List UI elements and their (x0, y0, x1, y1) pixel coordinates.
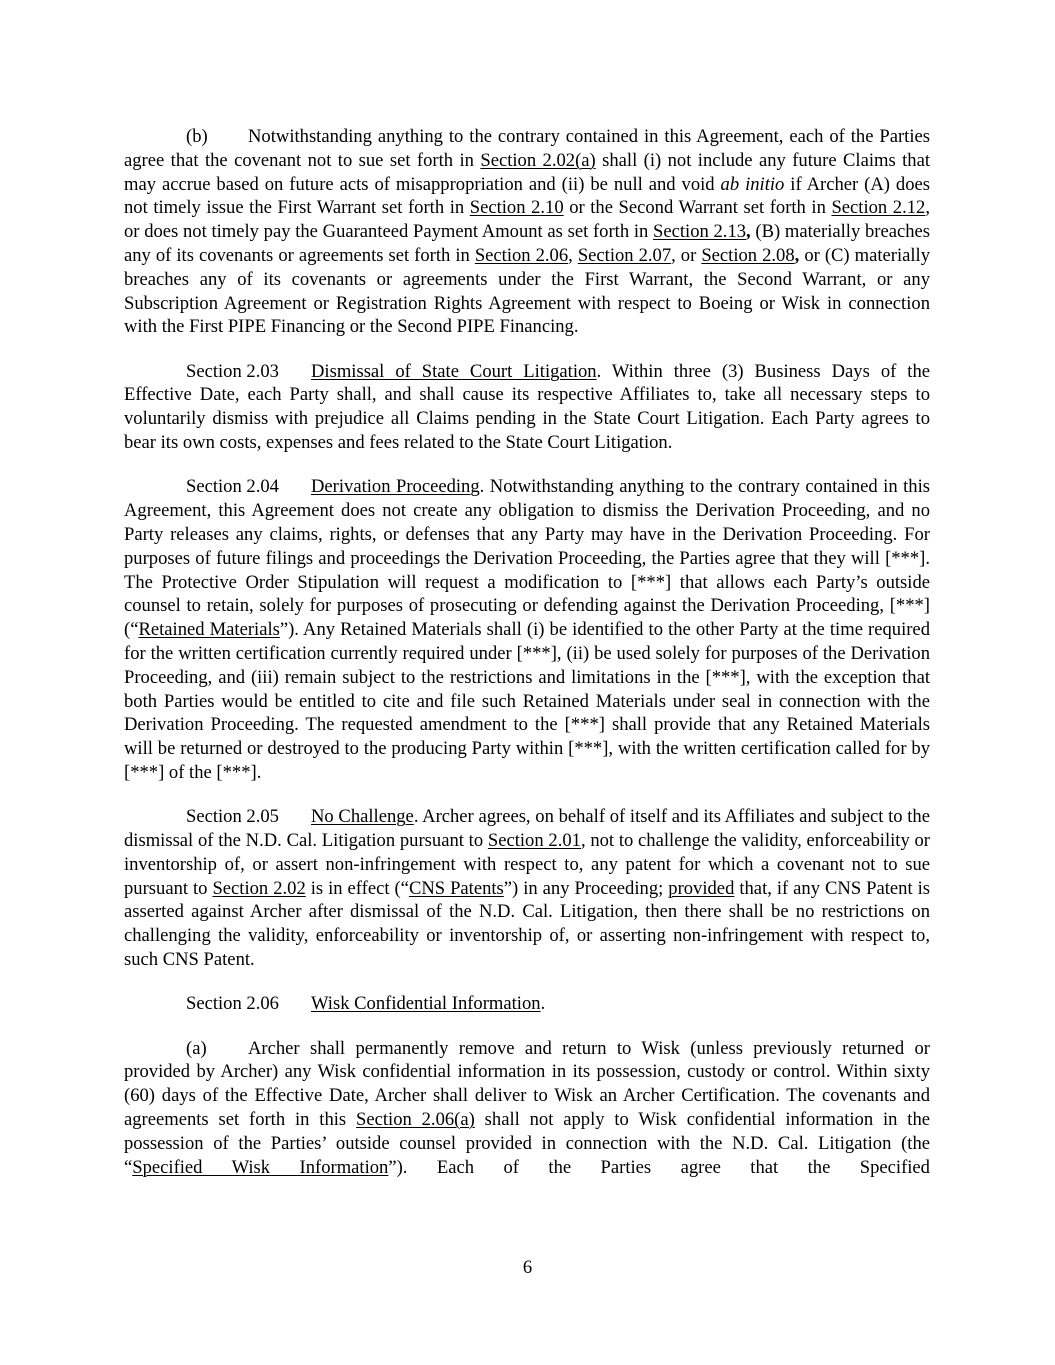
bold-punctuation: , (746, 221, 751, 243)
underlined-term: No Challenge (311, 806, 414, 828)
paragraph-label: Section 2.04 (186, 476, 279, 498)
underlined-term: Section 2.07 (577, 244, 672, 266)
italic-term: ab initio (720, 173, 785, 195)
text-run: ”). Any Retained Materials shall (i) be identified to the other Party at the time required for the written certification currently required under [***], (ii) be used solely for purposes of the Derivation Proceeding, and (iii) remain subject to the restrictions and limitations in the [***], with the exception that both Parties would be entitled to cite and file such Retained Materials under seal in connection with the Derivation Proceeding. The requested amendment to the [***] shall provide that any Retained Materials will be returned or destroyed to the producing Party within [***], with the written certification called for by [***] of the [***]. (124, 619, 930, 783)
section-2-03-paragraph (124, 360, 930, 455)
section-2-05-paragraph (124, 805, 930, 972)
text-run: shall (i) not include any future Claims that may accrue based on future acts of misappropriation and (ii) be null and void (124, 149, 930, 195)
text-run: . Archer agrees, on behalf of itself and its Affiliates and subject to the dismissal of the N.D. Cal. Litigation pursuant to (124, 806, 930, 852)
text-run: . Within three (3) Business Days of the Effective Date, each Party shall, and shall cause its respective Affiliates to, take all necessary steps to voluntarily dismiss with prejudice all Claims pending in the State Court Litigation. Each Party agrees to bear its own costs, expenses and fees related to the State Court Litigation. (124, 360, 930, 454)
text-run: , or does not timely pay the Guaranteed Payment Amount as set forth in (124, 197, 930, 243)
text-run: or the Second Warrant set forth in (563, 197, 832, 219)
text-run: ”). Each of the Parties agree that the Specified (388, 1156, 930, 1178)
text-run: if Archer (A) does not timely issue the First Warrant set forth in (124, 173, 931, 219)
underlined-term: Wisk Confidential Information (311, 993, 541, 1015)
section-2-04-paragraph (124, 475, 930, 784)
text-run: , (568, 244, 578, 266)
text-run: ”) in any Proceeding; (503, 877, 669, 899)
document-body (124, 125, 930, 1200)
text-run: is in effect (“ (305, 877, 409, 899)
text-run: . Notwithstanding anything to the contrary contained in this Agreement, this Agreement does not create any obligation to dismiss the Derivation Proceeding, and no Party releases any claims, rights, or defenses that any Party may have in the Derivation Proceeding. For purposes of future filings and proceedings the Derivation Proceeding, the Parties agree that they will [***]. The Protective Order Stipulation will request a modification to [***] that allows each Party’s outside counsel to retain, solely for purposes of prosecuting or defending against the Derivation Proceeding, [***] (“ (124, 476, 930, 641)
underlined-term: Retained Materials (138, 619, 280, 641)
text-run: . (540, 993, 546, 1015)
paragraph-label: (a) (186, 1037, 207, 1059)
underlined-term: Derivation Proceeding (311, 476, 480, 498)
underlined-term: Section 2.02 (212, 877, 306, 899)
section-2-06-heading (124, 992, 930, 1016)
paragraph-label: Section 2.03 (186, 360, 279, 382)
text-run: Notwithstanding anything to the contrary contained in this Agreement, each of the Parties agree that the covenant not to sue set forth in (124, 126, 930, 171)
underlined-term: Section 2.12 (831, 197, 926, 219)
underlined-term: Dismissal of State Court Litigation (311, 360, 597, 382)
underlined-term: Section 2.06 (474, 244, 569, 266)
text-run: , or (671, 244, 702, 266)
paragraph-label: (b) (186, 126, 208, 147)
underlined-term: Section 2.06(a) (356, 1108, 475, 1130)
page-number: 6 (522, 1257, 533, 1278)
underlined-term: Section 2.02(a) (480, 149, 596, 171)
underlined-term: Section 2.08 (701, 244, 795, 266)
paragraph-label: Section 2.06 (186, 993, 279, 1015)
paragraph-label: Section 2.05 (186, 806, 279, 828)
underlined-term: Section 2.10 (469, 197, 564, 219)
paragraph-2-06-a (124, 1037, 930, 1180)
text-run: , not to challenge the validity, enforceability or inventorship of, or assert non-infringement with respect to, any patent for which a covenant not to sue pursuant to (124, 830, 930, 899)
text-run: or (C) materially breaches any of its covenants or agreements under the First Warrant, the Second Warrant, or any Subscription Agreement or Registration Rights Agreement with respect to Boeing or Wisk in connection with the First PIPE Financing or the Second PIPE Financing. (124, 244, 930, 338)
underlined-term: CNS Patents (408, 877, 504, 899)
text-run: shall not apply to Wisk confidential information in the possession of the Parties’ outside counsel provided in connection with the N.D. Cal. Litigation (the “ (124, 1108, 930, 1178)
text-run: Archer shall permanently remove and return to Wisk (unless previously returned or provided by Archer) any Wisk confidential information in its possession, custody or control. Within sixty (60) days of the Effective Date, Archer shall deliver to Wisk an Archer Certification. The covenants and agreements set forth in this (124, 1037, 930, 1130)
paragraph-2-02-b (124, 125, 930, 339)
underlined-term: Specified Wisk Information (132, 1156, 389, 1178)
underlined-term: provided (668, 877, 735, 899)
text-run: that, if any CNS Patent is asserted against Archer after dismissal of the N.D. Cal. Litigation, then there shall be no restrictions on challenging the validity, enforceability or inventorship of, or asserting non-infringement with respect to, such CNS Patent. (124, 877, 930, 970)
underlined-term: Section 2.13 (653, 221, 747, 243)
text-run: (B) materially breaches any of its covenants or agreements set forth in (124, 221, 931, 266)
bold-punctuation: , (794, 244, 800, 266)
underlined-term: Section 2.01 (487, 830, 581, 852)
